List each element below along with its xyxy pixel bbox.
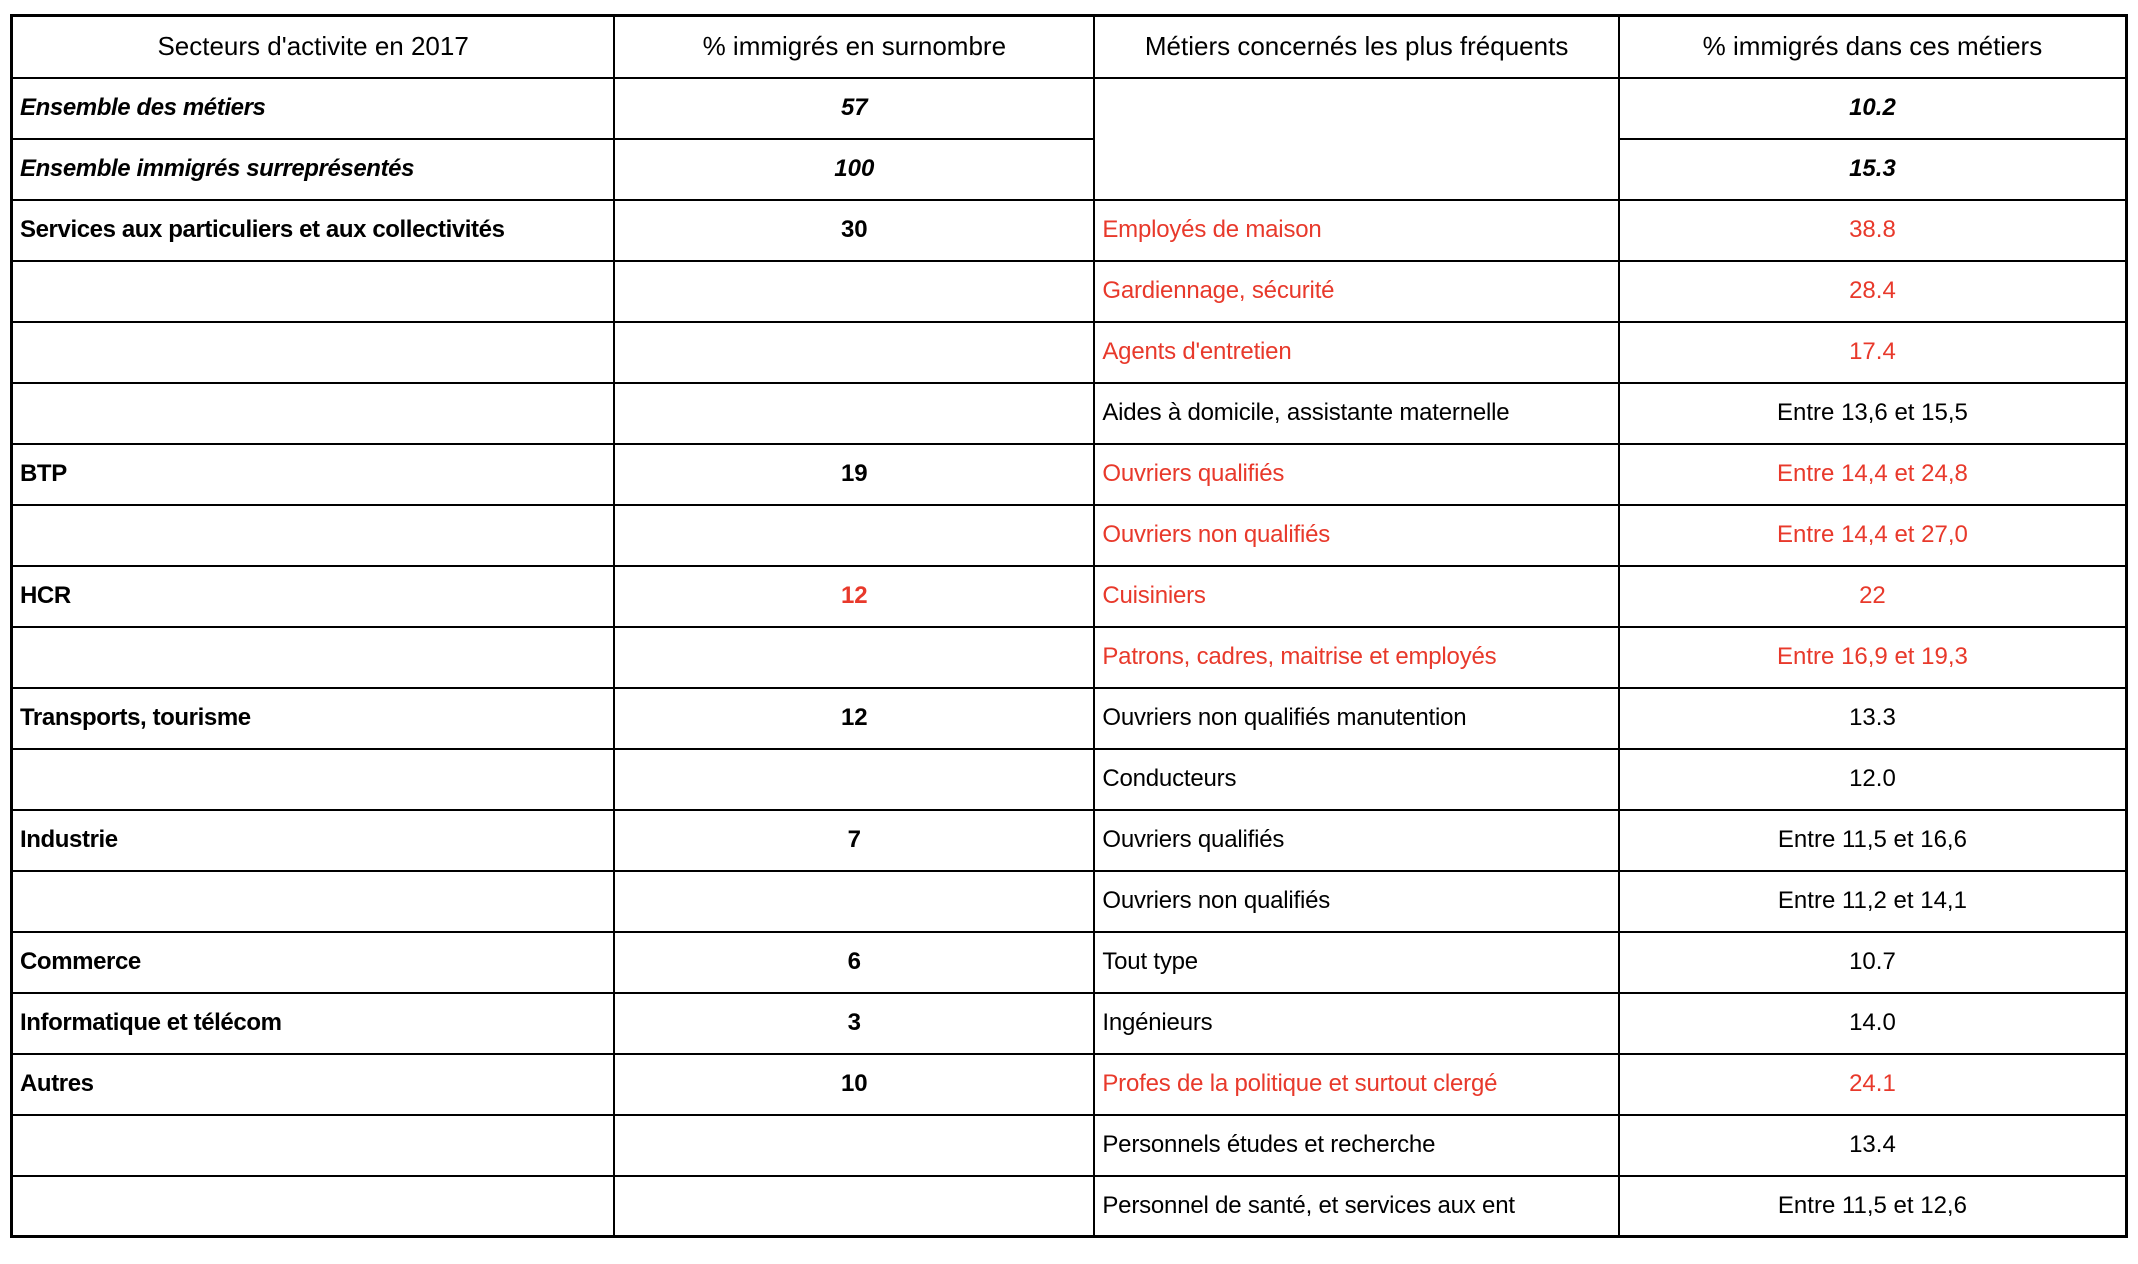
pct-cell: Entre 14,4 et 24,8 bbox=[1619, 444, 2127, 505]
table-row bbox=[12, 627, 2127, 688]
pct-cell: Entre 16,9 et 19,3 bbox=[1619, 627, 2127, 688]
surnombre-cell bbox=[614, 322, 1094, 383]
sector-cell bbox=[12, 871, 615, 932]
table-row bbox=[12, 1054, 2127, 1115]
surnombre-cell: 12 bbox=[614, 566, 1094, 627]
metier-cell: Ingénieurs bbox=[1094, 993, 1619, 1054]
surnombre-cell: 30 bbox=[614, 200, 1094, 261]
sector-cell bbox=[12, 505, 615, 566]
metier-cell: Tout type bbox=[1094, 932, 1619, 993]
surnombre-cell: 3 bbox=[614, 993, 1094, 1054]
metier-cell: Conducteurs bbox=[1094, 749, 1619, 810]
pct-cell: 15.3 bbox=[1619, 139, 2127, 200]
surnombre-cell: 19 bbox=[614, 444, 1094, 505]
sector-cell: Industrie bbox=[12, 810, 615, 871]
metier-cell: Personnel de santé, et services aux ent bbox=[1094, 1176, 1619, 1237]
table-row bbox=[12, 871, 2127, 932]
table-row bbox=[12, 932, 2127, 993]
metier-cell: Cuisiniers bbox=[1094, 566, 1619, 627]
surnombre-cell bbox=[614, 871, 1094, 932]
sector-cell bbox=[12, 627, 615, 688]
sector-cell bbox=[12, 261, 615, 322]
sector-cell: Transports, tourisme bbox=[12, 688, 615, 749]
surnombre-cell: 7 bbox=[614, 810, 1094, 871]
table-body bbox=[12, 78, 2127, 1237]
table-row bbox=[12, 566, 2127, 627]
sectors-immigrants-table bbox=[10, 14, 2128, 1238]
metier-cell: Employés de maison bbox=[1094, 200, 1619, 261]
pct-cell: Entre 13,6 et 15,5 bbox=[1619, 383, 2127, 444]
pct-cell: 28.4 bbox=[1619, 261, 2127, 322]
table-row bbox=[12, 1115, 2127, 1176]
header-row bbox=[12, 16, 2127, 78]
sector-cell bbox=[12, 1176, 615, 1237]
table-row bbox=[12, 993, 2127, 1054]
pct-cell: Entre 14,4 et 27,0 bbox=[1619, 505, 2127, 566]
sector-cell: Ensemble des métiers bbox=[12, 78, 615, 139]
pct-cell: 24.1 bbox=[1619, 1054, 2127, 1115]
table-row bbox=[12, 688, 2127, 749]
pct-cell: 38.8 bbox=[1619, 200, 2127, 261]
pct-cell: 10.7 bbox=[1619, 932, 2127, 993]
pct-cell: Entre 11,5 et 16,6 bbox=[1619, 810, 2127, 871]
sector-cell: Services aux particuliers et aux collectivités bbox=[12, 200, 615, 261]
metier-cell: Ouvriers non qualifiés bbox=[1094, 871, 1619, 932]
pct-cell: Entre 11,5 et 12,6 bbox=[1619, 1176, 2127, 1237]
metier-cell: Ouvriers non qualifiés manutention bbox=[1094, 688, 1619, 749]
surnombre-cell: 57 bbox=[614, 78, 1094, 139]
metier-cell: Agents d'entretien bbox=[1094, 322, 1619, 383]
pct-cell: 17.4 bbox=[1619, 322, 2127, 383]
sector-cell bbox=[12, 1115, 615, 1176]
surnombre-cell bbox=[614, 383, 1094, 444]
table-row bbox=[12, 383, 2127, 444]
table-row bbox=[12, 139, 2127, 200]
surnombre-cell bbox=[614, 1115, 1094, 1176]
metier-cell bbox=[1094, 78, 1619, 200]
surnombre-cell bbox=[614, 749, 1094, 810]
surnombre-cell: 6 bbox=[614, 932, 1094, 993]
sector-cell bbox=[12, 383, 615, 444]
metier-cell: Aides à domicile, assistante maternelle bbox=[1094, 383, 1619, 444]
column-header-pct-surnombre: % immigrés en surnombre bbox=[614, 16, 1094, 78]
sector-cell: HCR bbox=[12, 566, 615, 627]
pct-cell: 12.0 bbox=[1619, 749, 2127, 810]
sector-cell: Informatique et télécom bbox=[12, 993, 615, 1054]
pct-cell: Entre 11,2 et 14,1 bbox=[1619, 871, 2127, 932]
metier-cell: Patrons, cadres, maitrise et employés bbox=[1094, 627, 1619, 688]
column-header-sectors: Secteurs d'activite en 2017 bbox=[12, 16, 615, 78]
sector-cell: Autres bbox=[12, 1054, 615, 1115]
table-row bbox=[12, 261, 2127, 322]
table-row bbox=[12, 810, 2127, 871]
sector-cell bbox=[12, 322, 615, 383]
metier-cell: Gardiennage, sécurité bbox=[1094, 261, 1619, 322]
table-row bbox=[12, 749, 2127, 810]
surnombre-cell: 12 bbox=[614, 688, 1094, 749]
sector-cell bbox=[12, 749, 615, 810]
pct-cell: 10.2 bbox=[1619, 78, 2127, 139]
sector-cell: Commerce bbox=[12, 932, 615, 993]
pct-cell: 13.3 bbox=[1619, 688, 2127, 749]
table-header bbox=[12, 16, 2127, 78]
surnombre-cell: 10 bbox=[614, 1054, 1094, 1115]
table-row bbox=[12, 78, 2127, 139]
pct-cell: 13.4 bbox=[1619, 1115, 2127, 1176]
pct-cell: 22 bbox=[1619, 566, 2127, 627]
table-row bbox=[12, 1176, 2127, 1237]
metier-cell: Personnels études et recherche bbox=[1094, 1115, 1619, 1176]
column-header-metiers: Métiers concernés les plus fréquents bbox=[1094, 16, 1619, 78]
sector-cell: BTP bbox=[12, 444, 615, 505]
table-row bbox=[12, 444, 2127, 505]
surnombre-cell bbox=[614, 627, 1094, 688]
table-row bbox=[12, 200, 2127, 261]
pct-cell: 14.0 bbox=[1619, 993, 2127, 1054]
metier-cell: Profes de la politique et surtout clergé bbox=[1094, 1054, 1619, 1115]
surnombre-cell: 100 bbox=[614, 139, 1094, 200]
surnombre-cell bbox=[614, 261, 1094, 322]
surnombre-cell bbox=[614, 505, 1094, 566]
sector-cell: Ensemble immigrés surreprésentés bbox=[12, 139, 615, 200]
metier-cell: Ouvriers non qualifiés bbox=[1094, 505, 1619, 566]
metier-cell: Ouvriers qualifiés bbox=[1094, 810, 1619, 871]
table-row bbox=[12, 322, 2127, 383]
surnombre-cell bbox=[614, 1176, 1094, 1237]
metier-cell: Ouvriers qualifiés bbox=[1094, 444, 1619, 505]
column-header-pct-metiers: % immigrés dans ces métiers bbox=[1619, 16, 2127, 78]
table-row bbox=[12, 505, 2127, 566]
